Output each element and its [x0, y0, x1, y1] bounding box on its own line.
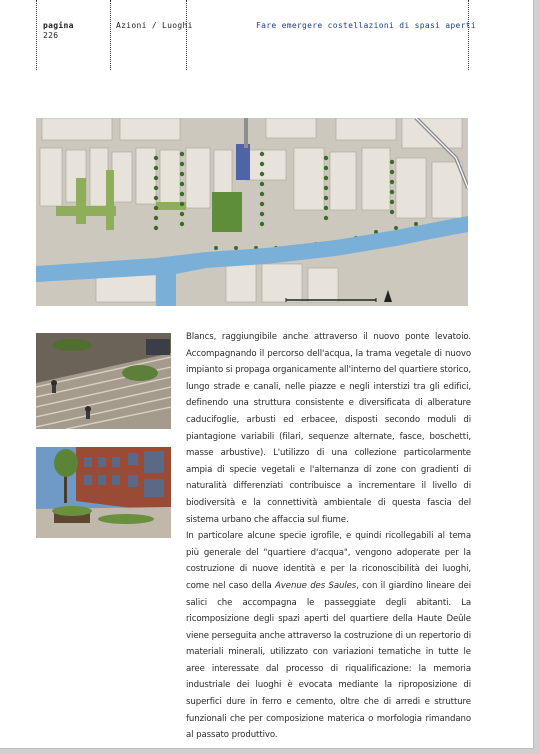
- promenade-photo: [36, 333, 171, 429]
- paragraph-2-start: In particolare alcune specie igrofile, e quindi ricollegabili al tema più generale del "quartiere d'acqua", vengono adoperate per la costruzione di nuove identità e per la riconoscibilità dei luoghi, come nel caso della: [186, 531, 471, 591]
- chapter-title: Fare emergere costellazioni di spasi aperti: [256, 21, 477, 30]
- paragraph-1: Blancs, raggiungibile anche attraverso il nuovo ponte levatoio. Accompagnando il percorso dell'acqua, la trama vegetale di nuovo impianto si propaga organicamente all'interno del quartiere storico, lungo strade e canali, nelle piazze e negli interstizi tra gli edifici, definendo una struttura consistente e diversificata di alberature caducifoglie, arbusti ed erbacee, disposti secondo moduli di piantagione variabili (filari, sequenze alternate, fasce, boschetti, masse arbustive). L'utilizzo di una collezione particolarmente ampia di specie vegetali e l'alternanza di zone con gradienti di naturalità differenziati contribuisce a incrementare il livello di biodiversità e la connettività ambientale di questa fascia del sistema urbano che affaccia sul fiume.: [186, 332, 471, 525]
- photo-brick-buildings: [36, 447, 171, 538]
- brick-buildings-photo: [36, 447, 171, 538]
- site-plan-drawing: [36, 118, 468, 306]
- avenue-name: Avenue des Saules: [275, 580, 357, 591]
- header-divider: [110, 0, 111, 70]
- page-number: 226: [43, 31, 59, 40]
- photo-cyclists: [36, 333, 171, 429]
- header-divider: [36, 0, 37, 70]
- paragraph-2: [186, 528, 471, 744]
- header-divider: [468, 0, 469, 70]
- site-plan-image: [36, 118, 468, 306]
- section-label: Azioni / Luoghi: [116, 21, 193, 30]
- header-divider: [186, 0, 187, 70]
- paragraph-2-end: , con il giardino lineare dei salici che accompagna le passeggiate degli abitanti. La ricomposizione degli spazi aperti del quartiere della Haute Deûle viene perseguita anche attraverso la costruzione di un repertorio di materiali minerali, utilizzato con variazioni tematiche in tutte le aree interessate dal processo di riqualificazione: la memoria industriale dei luoghi è evocata mediante la riproposizione di superfici dure in ferro e cemento, oltre che di arredi e strutture funzionali che per composizione materica o morfologia rimandano al passato produttivo.: [186, 580, 471, 741]
- page-number-block: [43, 21, 74, 41]
- body-text: [186, 329, 471, 744]
- page-label: pagina: [43, 21, 74, 30]
